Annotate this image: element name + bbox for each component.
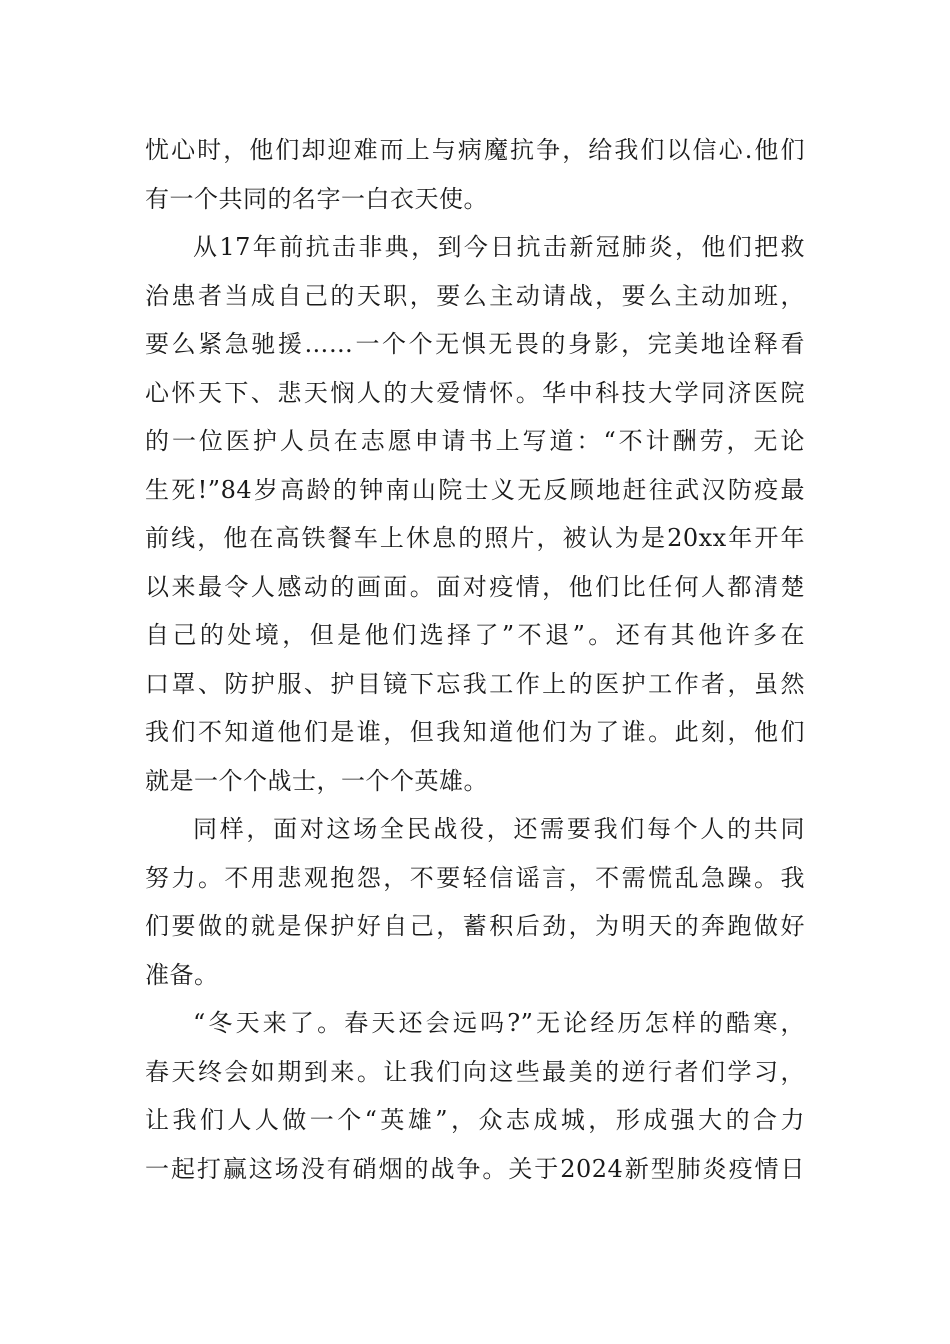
text-line: 心怀天下、悲天悯人的大爱情怀。华中科技大学同济医院 xyxy=(145,378,805,407)
text-line: 生死!”84岁高龄的钟南山院士义无反顾地赶往武汉防疫最 xyxy=(145,475,805,504)
paragraph-3 xyxy=(145,805,805,999)
text-line: 从17年前抗击非典，到今日抗击新冠肺炎，他们把救 xyxy=(193,233,805,261)
text-line: 准备。 xyxy=(145,960,219,989)
text-line: 自己的处境，但是他们选择了”不退”。还有其他许多在 xyxy=(145,621,805,649)
text-line: 以来最令人感动的画面。面对疫情，他们比任何人都清楚 xyxy=(145,572,805,601)
text-line: 同样，面对这场全民战役，还需要我们每个人的共同 xyxy=(193,815,805,843)
text-line: 们要做的就是保护好自己，蓄积后劲，为明天的奔跑做好 xyxy=(145,912,805,940)
paragraph-2 xyxy=(145,223,805,805)
document-body xyxy=(145,126,805,1193)
text-line: 治患者当成自己的天职，要么主动请战，要么主动加班， xyxy=(145,281,805,310)
text-line: 前线，他在高铁餐车上休息的照片，被认为是20xx年开年 xyxy=(145,524,805,552)
text-line: 我们不知道他们是谁，但我知道他们为了谁。此刻，他们 xyxy=(145,718,805,746)
text-line: 有一个共同的名字一白衣天使。 xyxy=(145,184,488,213)
text-line: 春天终会如期到来。让我们向这些最美的逆行者们学习， xyxy=(145,1057,805,1086)
text-line: 忧心时，他们却迎难而上与病魔抗争，给我们以信心.他们 xyxy=(145,136,805,164)
paragraph-4 xyxy=(145,999,805,1193)
text-line: 的一位医护人员在志愿申请书上写道：“不计酬劳，无论 xyxy=(145,427,805,455)
text-line: 让我们人人做一个“英雄”，众志成城，形成强大的合力 xyxy=(145,1106,805,1134)
text-line: 要么紧急驰援……一个个无惧无畏的身影，完美地诠释看 xyxy=(145,330,805,358)
paragraph-1 xyxy=(145,126,805,223)
text-line: 一起打赢这场没有硝烟的战争。关于2024新型肺炎疫情日 xyxy=(145,1154,805,1183)
text-line: “冬天来了。春天还会远吗?”无论经历怎样的酷寒， xyxy=(193,1009,805,1037)
text-line: 努力。不用悲观抱怨，不要轻信谣言，不需慌乱急躁。我 xyxy=(145,863,805,892)
text-line: 口罩、防护服、护目镜下忘我工作上的医护工作者，虽然 xyxy=(145,669,805,698)
text-line: 就是一个个战士，一个个英雄。 xyxy=(145,766,488,795)
